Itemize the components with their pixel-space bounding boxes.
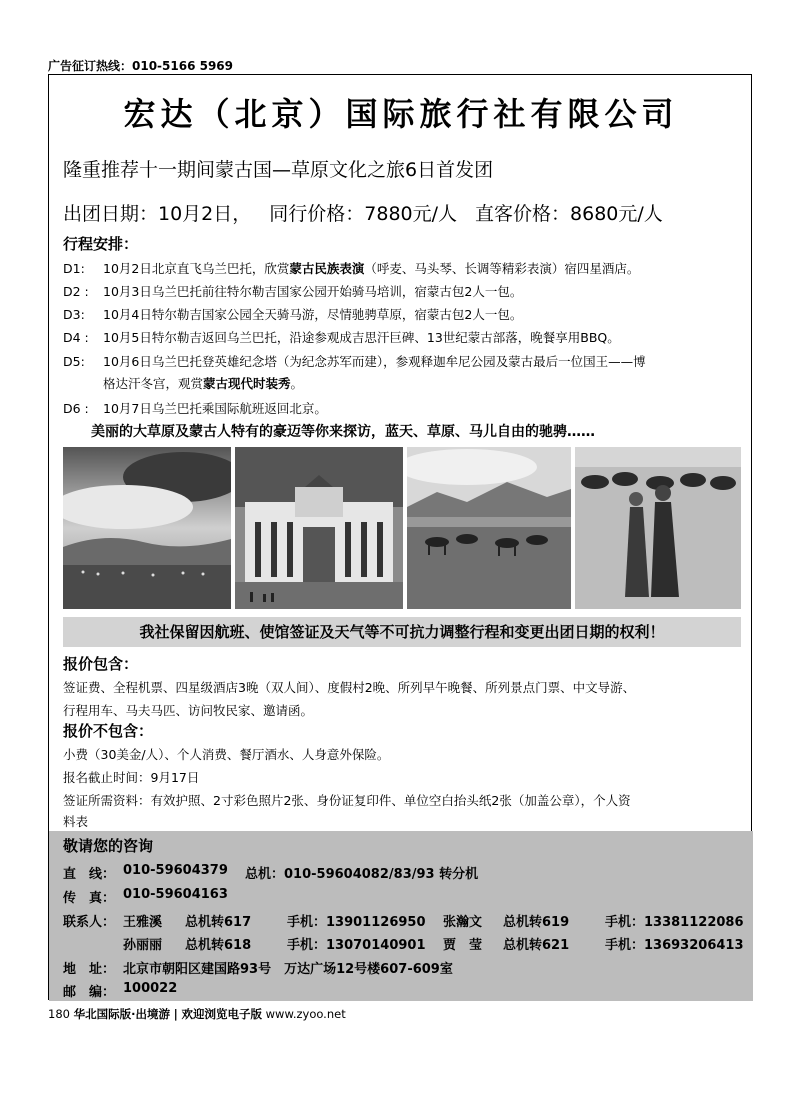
itinerary-heading: 行程安排： (63, 235, 139, 253)
contact-mobile: 手机：13381122086 (605, 915, 744, 930)
itinerary-day-2 (63, 282, 522, 300)
day-highlight: 蒙古现代时装秀 (203, 376, 291, 391)
footer-separator: | (173, 1007, 178, 1021)
day-code: D4 : (63, 330, 89, 345)
retail-price: 直客价格：8680元/人 (475, 203, 663, 225)
contact-name: 张瀚文 (443, 915, 483, 930)
mongolian-herders-photo (575, 447, 741, 609)
disclaimer-banner: 我社保留因航班、使馆签证及天气等不可抗力调整行程和变更出团日期的权利！ (63, 617, 741, 647)
contact-section (49, 831, 753, 1001)
visa-docs-line-1: 签证所需资料：有效护照、2寸彩色照片2张、身份证复印件、单位空白抬头纸2张（加盖公章），个人资 (63, 793, 631, 808)
parliament-building-photo (235, 447, 403, 609)
page-number: 180 (48, 1007, 70, 1021)
itinerary-day-5-continued (103, 374, 303, 392)
day-text: 10月3日乌兰巴托前往特尔勒吉国家公园开始骑马培训，宿蒙古包2人一包。 (103, 284, 523, 299)
excludes-heading: 报价不包含： (63, 722, 154, 740)
day-highlight: 蒙古民族表演 (289, 261, 365, 276)
photo-strip (63, 447, 739, 609)
day-text: 10月2日北京直飞乌兰巴托，欣赏 (103, 261, 290, 276)
excludes-line: 小费（30美金/人）、个人消费、餐厅酒水、人身意外保险。 (63, 747, 390, 762)
day-text: 10月6日乌兰巴托登英雄纪念塔（为纪念苏军而建），参观释迦牟尼公园及蒙古最后一位国王——博 (103, 354, 646, 369)
itinerary-day-3 (63, 305, 522, 323)
fax-label: 传 真： (63, 891, 116, 906)
contact-name: 孙丽丽 (123, 938, 163, 953)
day-code: D3: (63, 307, 85, 322)
trade-price: 同行价格：7880元/人 (269, 203, 458, 225)
contact-mobile: 手机：13901126950 (287, 915, 426, 930)
deadline: 报名截止时间：9月17日 (63, 770, 200, 785)
day-text: 10月7日乌兰巴托乘国际航班返回北京。 (103, 401, 327, 416)
address: 北京市朝阳区建国路93号 万达广场12号楼607-609室 (123, 962, 453, 977)
day-text: 10月4日特尔勒吉国家公园全天骑马游，尽情驰骋草原，宿蒙古包2人一包。 (103, 307, 523, 322)
postcode-label: 邮 编： (63, 985, 116, 1000)
day-code: D1: (63, 261, 85, 276)
includes-heading: 报价包含： (63, 655, 139, 673)
contact-ext: 总机转617 (185, 915, 252, 930)
direct-label: 直 线： (63, 867, 116, 882)
day-text-end: （呼麦、马头琴、长调等精彩表演）宿四星酒店。 (364, 261, 640, 276)
contact-name: 贾 莹 (443, 938, 483, 953)
departure-date: 出团日期：10月2日， (63, 203, 252, 225)
itinerary-day-1 (63, 259, 639, 277)
itinerary-day-6 (63, 399, 327, 417)
itinerary-day-4 (63, 328, 620, 346)
horses-lake-photo (407, 447, 571, 609)
itinerary-day-5 (63, 352, 646, 370)
contact-ext: 总机转621 (503, 938, 570, 953)
direct-phone: 010-59604379 (123, 863, 228, 878)
contact-ext: 总机转619 (503, 915, 570, 930)
contact-mobile: 手机：13693206413 (605, 938, 744, 953)
postcode: 100022 (123, 981, 178, 996)
contact-name: 王雅溪 (123, 915, 163, 930)
address-label: 地 址： (63, 962, 116, 977)
day-code: D2 : (63, 284, 89, 299)
fax-number: 010-59604163 (123, 887, 228, 902)
ad-hotline: 广告征订热线：010-5166 5969 (48, 59, 234, 73)
departure-info (63, 199, 681, 226)
day-code: D5: (63, 354, 85, 369)
visa-docs-line-2: 料表 (63, 814, 89, 829)
includes-line-1: 签证费、全程机票、四星级酒店3晚（双人间）、度假村2晚、所列早午晚餐、所列景点门票、中文导游、 (63, 680, 636, 695)
day-code: D6 : (63, 401, 89, 416)
page-footer (48, 1006, 346, 1022)
day-text: 格达汗冬宫，观赏 (103, 376, 204, 391)
contacts-label: 联系人： (63, 915, 116, 930)
steppe-clouds-photo (63, 447, 231, 609)
publication-name: 华北国际版·出境游 (73, 1007, 170, 1021)
switchboard: 总机：010-59604082/83/93 转分机 (245, 867, 479, 882)
footer-promo: 欢迎浏览电子版 (181, 1007, 262, 1021)
day-text-end: 。 (290, 376, 304, 391)
tour-subtitle: 隆重推荐十一期间蒙古国—草原文化之旅6日首发团 (63, 159, 494, 181)
contact-ext: 总机转618 (185, 938, 252, 953)
footer-url[interactable]: www.zyoo.net (265, 1007, 346, 1021)
company-title: 宏达（北京）国际旅行社有限公司 (123, 95, 679, 133)
slogan: 美丽的大草原及蒙古人特有的豪迈等你来探访，蓝天、草原、马儿自由的驰骋…… (91, 424, 595, 440)
day-text: 10月5日特尔勒吉返回乌兰巴托，沿途参观成吉思汗巨碑、13世纪蒙古部落，晚餐享用BBQ。 (103, 330, 620, 345)
contact-mobile: 手机：13070140901 (287, 938, 426, 953)
includes-line-2: 行程用车、马夫马匹、访问牧民家、邀请函。 (63, 703, 314, 718)
contact-heading: 敬请您的咨询 (63, 837, 154, 855)
advertisement-frame (48, 74, 752, 1000)
